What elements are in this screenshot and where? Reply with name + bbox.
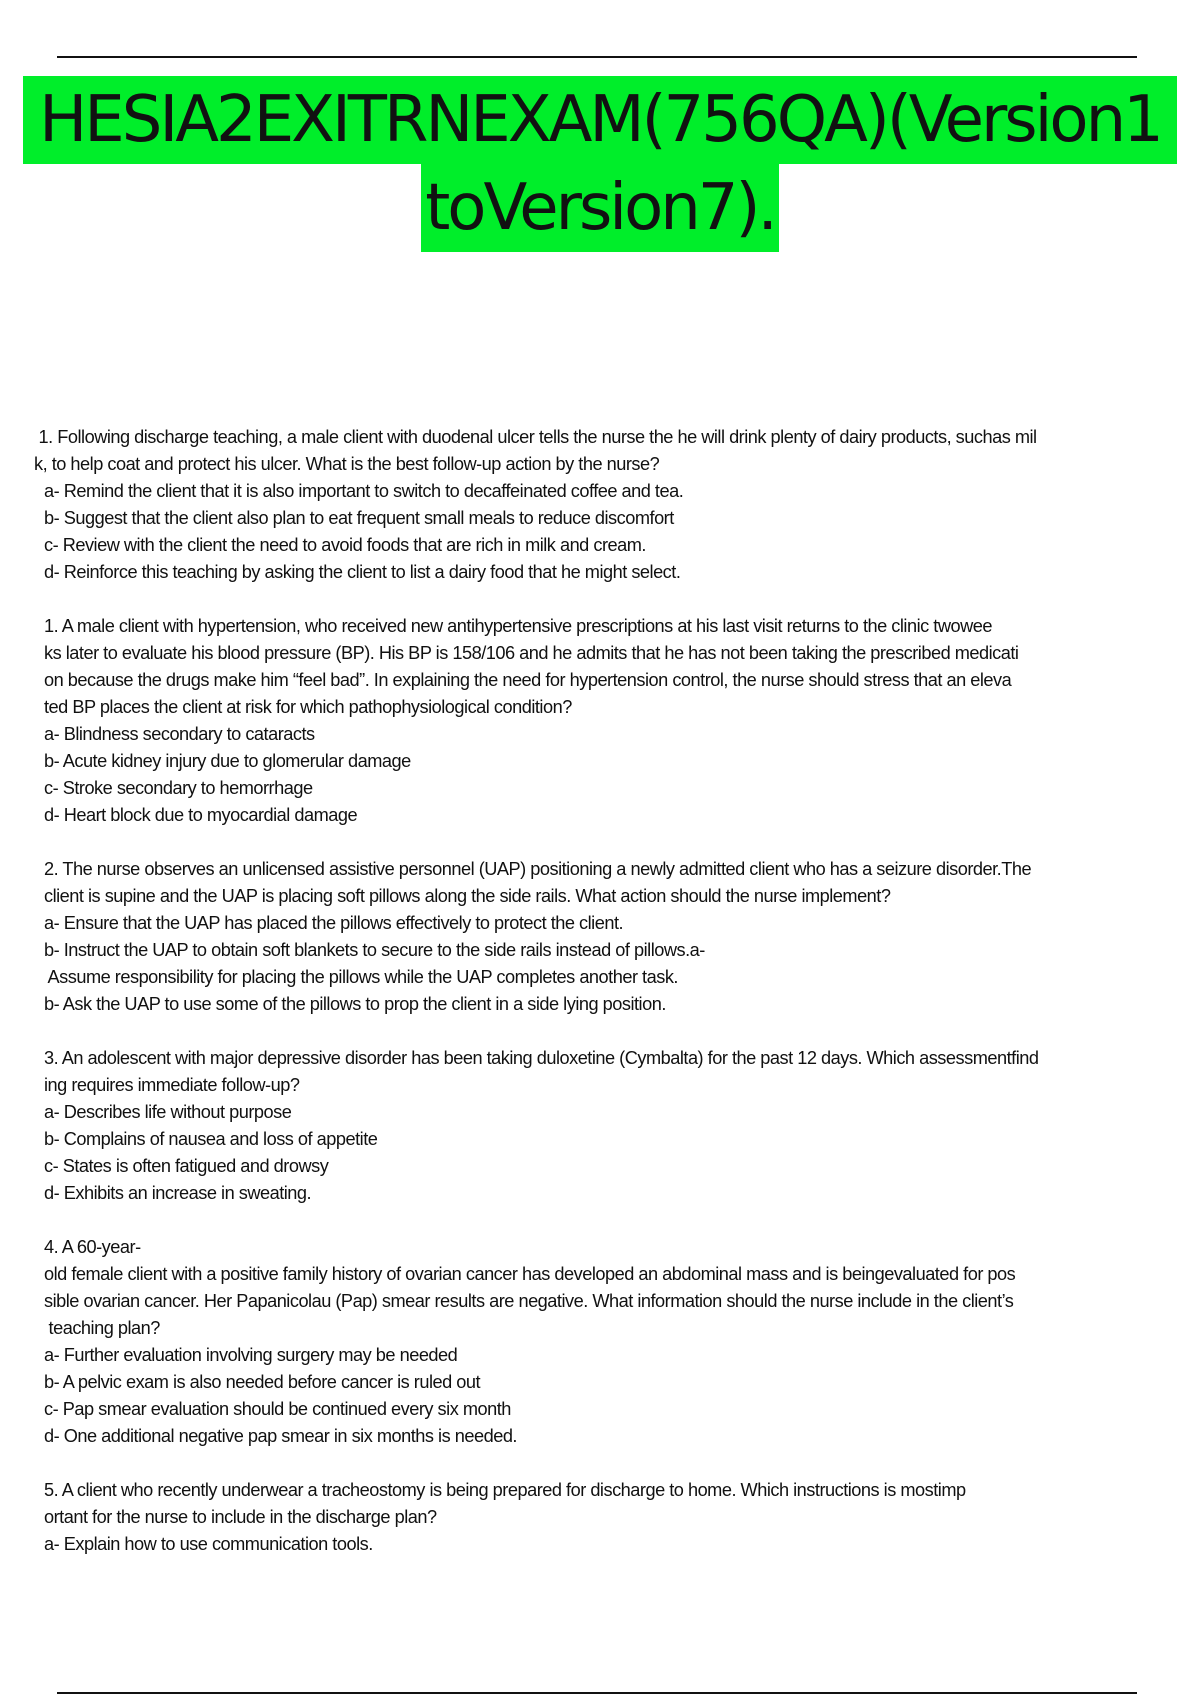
question-text: old female client with a positive family history of ovarian cancer has developed an abdominal mass and is beingevaluated for pos — [44, 1264, 1016, 1284]
answer-option: a- Further evaluation involving surgery may be needed — [44, 1345, 458, 1365]
question-block — [0, 613, 1200, 829]
question-text: ortant for the nurse to include in the discharge plan? — [44, 1507, 437, 1527]
question-text: 5. A client who recently underwear a tracheostomy is being prepared for discharge to home. Which instructions is mostimp — [44, 1480, 966, 1500]
question-block — [0, 856, 1200, 1018]
answer-option: a- Remind the client that it is also important to switch to decaffeinated coffee and tea. — [44, 481, 684, 501]
answer-option: b- A pelvic exam is also needed before cancer is ruled out — [44, 1372, 481, 1392]
answer-option: c- Stroke secondary to hemorrhage — [44, 778, 313, 798]
title-line-1: HESIA2EXITRNEXAM(756QA)(Version1 — [23, 76, 1177, 164]
question-text: ing requires immediate follow-up? — [44, 1075, 300, 1095]
question-text: teaching plan? — [44, 1318, 160, 1338]
answer-option: d- Exhibits an increase in sweating. — [44, 1183, 312, 1203]
answer-option: d- One additional negative pap smear in six months is needed. — [44, 1426, 517, 1446]
answer-option: c- States is often fatigued and drowsy — [44, 1156, 329, 1176]
question-text: client is supine and the UAP is placing soft pillows along the side rails. What action should the nurse implement? — [44, 886, 891, 906]
question-block — [0, 1045, 1200, 1207]
answer-option: b- Ask the UAP to use some of the pillows to prop the client in a side lying position. — [44, 994, 666, 1014]
question-block — [0, 1477, 1200, 1558]
title-line-2: toVersion7). — [421, 164, 779, 252]
answer-option: b- Complains of nausea and loss of appetite — [44, 1129, 378, 1149]
question-text: ks later to evaluate his blood pressure (BP). His BP is 158/106 and he admits that he has not been taking the prescribed medicati — [44, 643, 1019, 663]
question-block — [0, 1234, 1200, 1450]
answer-option: b- Acute kidney injury due to glomerular damage — [44, 751, 411, 771]
answer-option: a- Describes life without purpose — [44, 1102, 292, 1122]
answer-option: a- Explain how to use communication tools. — [44, 1534, 373, 1554]
question-text: on because the drugs make him “feel bad”. In explaining the need for hypertension control, the nurse should stress that an eleva — [44, 670, 1012, 690]
question-text: k, to help coat and protect his ulcer. What is the best follow-up action by the nurse? — [34, 454, 660, 474]
top-rule — [57, 56, 1137, 58]
question-block — [0, 424, 1200, 586]
answer-option: c- Pap smear evaluation should be continued every six month — [44, 1399, 511, 1419]
question-text: 1. Following discharge teaching, a male client with duodenal ulcer tells the nurse the he will drink plenty of dairy products, suchas mil — [34, 427, 1037, 447]
answer-option: a- Ensure that the UAP has placed the pillows effectively to protect the client. — [44, 913, 624, 933]
question-text: 3. An adolescent with major depressive disorder has been taking duloxetine (Cymbalta) for the past 12 days. Which assessmentfind — [44, 1048, 1039, 1068]
answer-option: a- Blindness secondary to cataracts — [44, 724, 315, 744]
question-text: ted BP places the client at risk for which pathophysiological condition? — [44, 697, 572, 717]
answer-option: d- Heart block due to myocardial damage — [44, 805, 358, 825]
question-text: 1. A male client with hypertension, who received new antihypertensive prescriptions at his last visit returns to the clinic twowee — [44, 616, 992, 636]
question-text: 2. The nurse observes an unlicensed assistive personnel (UAP) positioning a newly admitted client who has a seizure disorder.The — [44, 859, 1032, 879]
answer-option: d- Reinforce this teaching by asking the client to list a dairy food that he might select. — [44, 562, 681, 582]
bottom-rule — [57, 1692, 1137, 1694]
answer-option: b- Suggest that the client also plan to eat frequent small meals to reduce discomfort — [44, 508, 674, 528]
question-text: 4. A 60-year- — [44, 1237, 141, 1257]
document-title — [0, 76, 1200, 252]
question-list — [0, 424, 1200, 1585]
answer-option: b- Instruct the UAP to obtain soft blankets to secure to the side rails instead of pillows.a- — [44, 940, 705, 960]
answer-option: Assume responsibility for placing the pillows while the UAP completes another task. — [44, 967, 678, 987]
answer-option: c- Review with the client the need to avoid foods that are rich in milk and cream. — [44, 535, 646, 555]
question-text: sible ovarian cancer. Her Papanicolau (Pap) smear results are negative. What information should the nurse include in the client’s — [44, 1291, 1014, 1311]
